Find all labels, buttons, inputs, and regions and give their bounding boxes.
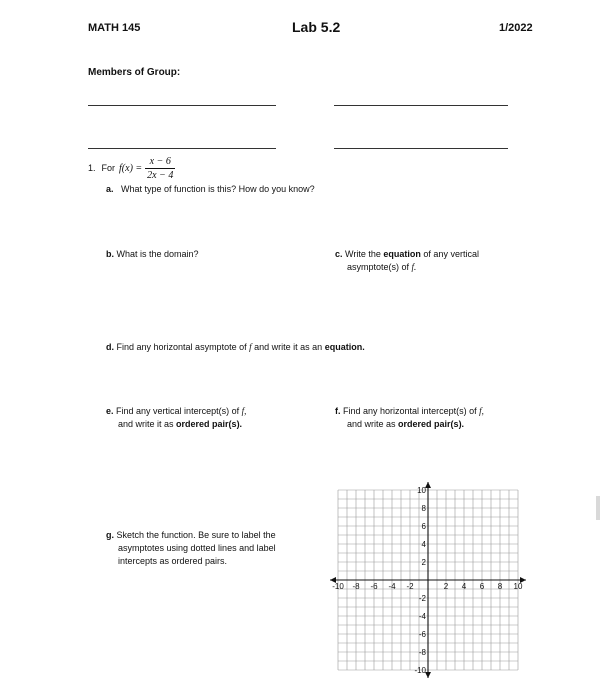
question-b: [106, 248, 199, 261]
x-tick-label: 10: [513, 582, 523, 591]
members-label: Members of Group:: [88, 67, 181, 78]
question-d-letter: d.: [106, 342, 114, 352]
page-edge-marker: [596, 496, 600, 520]
fraction-denominator: 2x − 4: [147, 170, 174, 181]
question-a-text: What type of function is this? How do you know?: [121, 184, 315, 194]
question-d-text-bold: equation.: [324, 342, 365, 352]
date-label: 1/2022: [499, 22, 533, 34]
question-f: [335, 405, 484, 431]
question-e-line1: Find any vertical intercept(s) of: [116, 406, 240, 416]
x-tick-label: -10: [332, 582, 344, 591]
y-tick-label: -8: [418, 648, 426, 657]
question-c-text-bold: equation: [383, 249, 421, 259]
question-c-line2: asymptote(s) of: [347, 262, 410, 272]
question-g-line2: asymptotes using dotted lines and label: [118, 543, 276, 553]
y-tick-label: 8: [421, 504, 426, 513]
question-e-line2: and write it as: [118, 419, 174, 429]
question-d: [106, 341, 365, 354]
question-d-var: f: [249, 342, 252, 352]
y-tick-label: 2: [421, 558, 426, 567]
problem-intro: For: [101, 163, 116, 173]
question-d-text-pre: Find any horizontal asymptote of: [116, 342, 247, 352]
question-e: [106, 405, 246, 431]
question-e-text-bold: ordered pair(s).: [176, 419, 243, 429]
y-tick-label: -6: [418, 630, 426, 639]
x-tick-label: 4: [461, 582, 467, 591]
question-f-var: f,: [479, 406, 484, 416]
question-c-var: f.: [411, 262, 417, 272]
question-c-letter: c.: [335, 249, 343, 259]
x-tick-label: -6: [370, 582, 378, 591]
x-tick-label: -2: [406, 582, 414, 591]
y-tick-label: -2: [418, 594, 426, 603]
x-tick-label: -4: [388, 582, 396, 591]
question-c-text-pre: Write the: [345, 249, 381, 259]
question-d-text-mid: and write it as an: [254, 342, 323, 352]
question-g: [106, 529, 276, 568]
x-tick-label: 2: [443, 582, 449, 591]
x-tick-label: 8: [497, 582, 503, 591]
x-tick-label: -8: [352, 582, 360, 591]
question-e-letter: e.: [106, 406, 114, 416]
function-name: f(x) =: [119, 163, 143, 174]
question-c-text-mid: of any vertical: [423, 249, 479, 259]
question-g-line1: Sketch the function. Be sure to label the: [116, 530, 276, 540]
function-fraction: [145, 155, 175, 182]
x-tick-label: 6: [479, 582, 485, 591]
y-tick-label: -4: [418, 612, 426, 621]
member-line-4[interactable]: [334, 148, 508, 149]
question-f-letter: f.: [335, 406, 341, 416]
question-a: [106, 183, 315, 196]
question-f-text-bold: ordered pair(s).: [398, 419, 465, 429]
question-f-line2: and write as: [347, 419, 396, 429]
member-line-1[interactable]: [88, 105, 276, 106]
problem-1-statement: [88, 155, 175, 182]
y-tick-label: -10: [414, 666, 426, 675]
y-tick-label: 4: [421, 540, 426, 549]
question-e-var: f,: [241, 406, 247, 416]
problem-number: 1.: [88, 163, 96, 173]
question-f-line1: Find any horizontal intercept(s) of: [343, 406, 477, 416]
question-a-letter: a.: [106, 184, 114, 194]
question-b-text: What is the domain?: [116, 249, 199, 259]
question-g-letter: g.: [106, 530, 114, 540]
question-g-line3: intercepts as ordered pairs.: [118, 556, 228, 566]
page-title: Lab 5.2: [292, 19, 341, 35]
course-label: MATH 145: [88, 22, 141, 34]
y-tick-label: 6: [421, 522, 426, 531]
question-c: [335, 248, 479, 274]
question-b-letter: b.: [106, 249, 114, 259]
fraction-numerator: x − 6: [145, 155, 175, 169]
member-line-3[interactable]: [88, 148, 276, 149]
member-line-2[interactable]: [334, 105, 508, 106]
coordinate-grid[interactable]: [326, 476, 536, 682]
y-tick-label: 10: [417, 486, 426, 495]
